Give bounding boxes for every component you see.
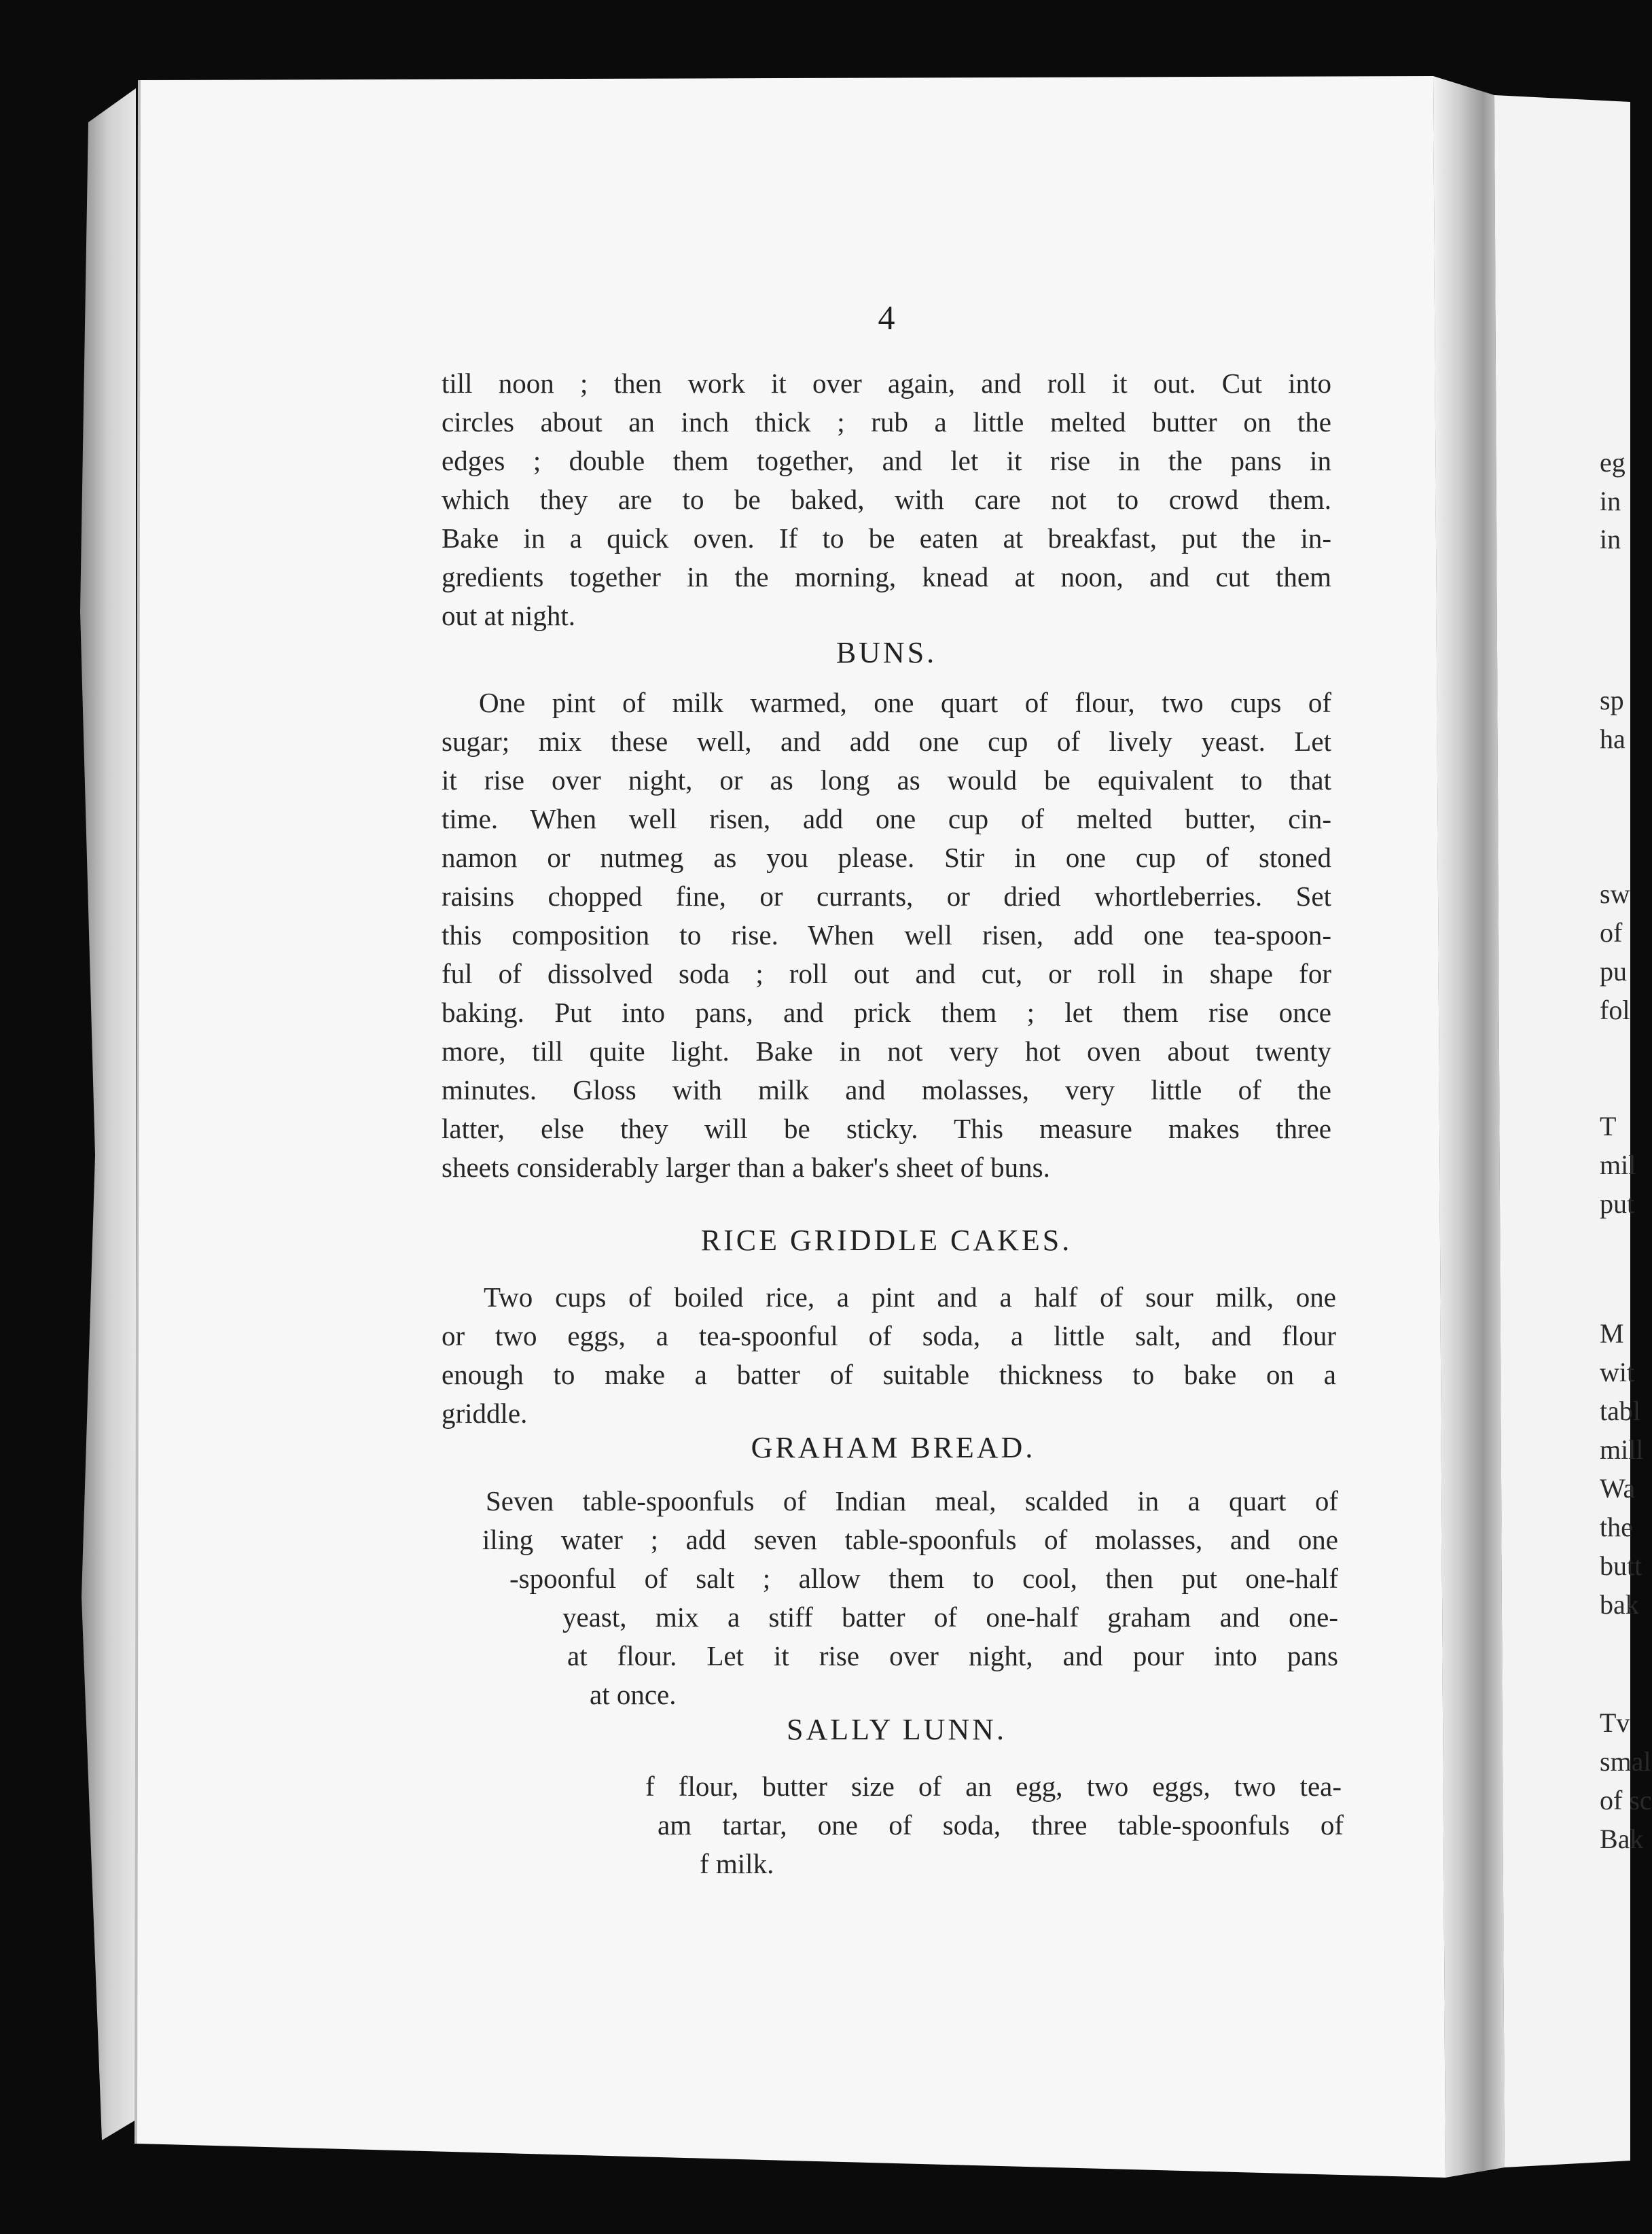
section-heading-buns: BUNS. xyxy=(836,636,937,669)
text-line: till noon ; then work it over again, and roll it out. Cut into xyxy=(442,368,1331,399)
facing-page-fragment: the xyxy=(1600,1512,1633,1542)
text-line: sheets considerably larger than a baker's sheet of buns. xyxy=(442,1152,1050,1183)
text-line: time. When well risen, add one cup of melted butter, cin- xyxy=(442,803,1331,834)
text-line: -spoonful of salt ; allow them to cool, then put one-half xyxy=(509,1563,1338,1594)
facing-page-fragment: butt xyxy=(1600,1550,1642,1581)
facing-page-fragment: wit xyxy=(1600,1357,1635,1387)
facing-page-fragment: mill xyxy=(1600,1434,1644,1465)
text-line: or two eggs, a tea-spoonful of soda, a little salt, and flour xyxy=(442,1320,1336,1351)
facing-page-fragment: in xyxy=(1600,486,1621,516)
facing-page-fragment: fol xyxy=(1600,995,1630,1025)
facing-page-fragment: in xyxy=(1600,524,1621,554)
page-number: 4 xyxy=(878,298,895,336)
text-line: Two cups of boiled rice, a pint and a half of sour milk, one xyxy=(484,1281,1336,1313)
text-line: baking. Put into pans, and prick them ; let them rise once xyxy=(442,997,1331,1028)
text-line: ful of dissolved soda ; roll out and cut, or roll in shape for xyxy=(442,958,1331,989)
facing-page-fragment: smal xyxy=(1600,1746,1651,1777)
section-heading-rice-griddle-cakes: RICE GRIDDLE CAKES. xyxy=(700,1224,1073,1257)
text-line: griddle. xyxy=(442,1398,528,1429)
facing-page-fragment: of xyxy=(1600,917,1623,948)
text-line: this composition to rise. When well risen, add one tea-spoon- xyxy=(442,919,1331,951)
text-line: am tartar, one of soda, three table-spoonfuls of xyxy=(658,1809,1344,1841)
facing-page-fragment: Bak xyxy=(1600,1824,1644,1854)
text-line: enough to make a batter of suitable thickness to bake on a xyxy=(442,1359,1336,1390)
text-line: One pint of milk warmed, one quart of flour, two cups of xyxy=(479,687,1331,718)
text-line: iling water ; add seven table-spoonfuls of molasses, and one xyxy=(482,1524,1338,1555)
facing-page-fragment: ha xyxy=(1600,724,1626,754)
text-line: more, till quite light. Bake in not very hot oven about twenty xyxy=(442,1035,1331,1067)
facing-page-fragment: bak xyxy=(1600,1589,1639,1620)
text-line: namon or nutmeg as you please. Stir in one cup of stoned xyxy=(442,842,1331,873)
text-line: at flour. Let it rise over night, and pour into pans xyxy=(567,1640,1338,1671)
text-line: Bake in a quick oven. If to be eaten at breakfast, put the in- xyxy=(442,522,1331,554)
facing-page-fragment: sp xyxy=(1600,685,1624,715)
facing-page-fragment: tabl xyxy=(1600,1396,1640,1426)
text-line: gredients together in the morning, knead at noon, and cut them xyxy=(442,561,1331,592)
facing-page-fragment: sw xyxy=(1600,879,1630,909)
facing-page-fragment: eg xyxy=(1600,447,1626,478)
facing-page-fragment: pu xyxy=(1600,956,1627,987)
text-line: edges ; double them together, and let it rise in the pans in xyxy=(442,445,1331,476)
text-line: yeast, mix a stiff batter of one-half graham and one- xyxy=(562,1601,1338,1633)
text-line: f milk. xyxy=(700,1848,774,1879)
facing-page-fragment: put xyxy=(1600,1188,1635,1219)
section-heading-sally-lunn: SALLY LUNN. xyxy=(787,1713,1007,1746)
section-heading-graham-bread: GRAHAM BREAD. xyxy=(751,1431,1036,1464)
text-line: minutes. Gloss with milk and molasses, very little of the xyxy=(442,1074,1331,1105)
text-line: at once. xyxy=(590,1679,677,1710)
text-line: latter, else they will be sticky. This measure makes three xyxy=(442,1113,1331,1144)
text-line: it rise over night, or as long as would be equivalent to that xyxy=(442,764,1331,796)
facing-page-fragment: T xyxy=(1600,1111,1617,1141)
facing-page-fragment: Wa xyxy=(1600,1473,1636,1504)
text-line: Seven table-spoonfuls of Indian meal, scalded in a quart of xyxy=(486,1485,1338,1517)
facing-page-fragment: of sc xyxy=(1600,1785,1652,1815)
facing-page-fragment: mil xyxy=(1600,1150,1636,1180)
facing-page-fragment: Tv xyxy=(1600,1707,1630,1738)
text-line: f flour, butter size of an egg, two eggs, two tea- xyxy=(645,1771,1342,1802)
text-line: out at night. xyxy=(442,600,576,631)
text-line: sugar; mix these well, and add one cup of lively yeast. Let xyxy=(442,726,1331,757)
facing-page-fragment: M xyxy=(1600,1318,1624,1349)
text-line: which they are to be baked, with care not to crowd them. xyxy=(442,484,1331,515)
text-line: circles about an inch thick ; rub a little melted butter on the xyxy=(442,406,1331,438)
text-line: raisins chopped fine, or currants, or dried whortleberries. Set xyxy=(442,881,1331,912)
